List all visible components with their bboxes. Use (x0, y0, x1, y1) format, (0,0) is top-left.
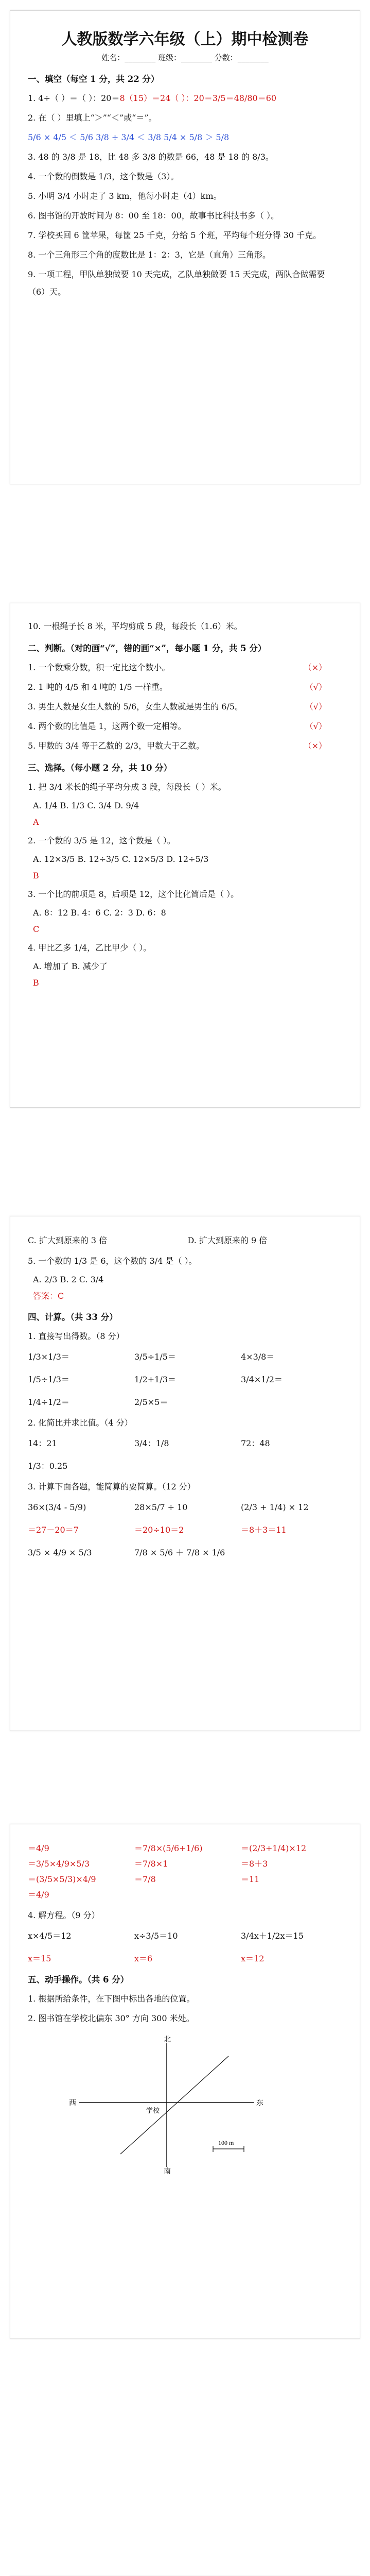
calc-item: 1/3×1/3＝ (28, 1352, 69, 1362)
q3: 3. 48 的 3/8 是 18，比 48 多 3/8 的数是 66，48 是 18 的 8/3。 (28, 152, 274, 162)
equation-2: x÷3/5＝10 (134, 1931, 178, 1941)
q1: 1. 4÷（ ）＝（ ）：20＝8（15）＝24（ ）：20＝3/5＝48/80＝60 (28, 93, 277, 103)
steps-col-3: ＝(2/3+1/4)×12 ＝8＋3 ＝11 (241, 1843, 307, 1884)
page-3 (10, 1216, 360, 1731)
south-label: 南 (164, 2168, 171, 2175)
calc-item: 1/4÷1/2＝ (28, 1397, 69, 1407)
judge-1: 1. 一个数乘分数，积一定比这个数小。 （×） (28, 663, 327, 672)
section-5-heading: 五、动手操作。（共 6 分） (28, 1975, 129, 1985)
ratio-item: 1/3：0.25 (28, 1461, 68, 1471)
calc-item: 1/5÷1/3＝ (28, 1375, 69, 1384)
choice-5-options: A. 2/3 B. 2 C. 3/4 (33, 1275, 104, 1284)
expr-3: (2/3 + 1/4) × 12 (241, 1502, 309, 1512)
choice-5-extra-options (28, 1233, 342, 1248)
choice-3-options: A. 8：12 B. 4：6 C. 2：3 D. 6：8 (33, 908, 166, 918)
steps-col-1: ＝4/9 ＝3/5×4/9×5/3 ＝(3/5×5/3)×4/9 ＝4/9 (28, 1843, 96, 1900)
expr-2-answer: ＝20÷10＝2 (134, 1525, 184, 1535)
page-1 (10, 10, 360, 484)
expr-5: 7/8 × 5/6 ＋ 7/8 × 1/6 (134, 1548, 225, 1557)
choice-3-answer: C (33, 924, 40, 934)
expr-4: 3/5 × 4/9 × 5/3 (28, 1548, 92, 1557)
ratio-item: 3/4：1/8 (134, 1438, 169, 1448)
calc-item: 3/4×1/2＝ (241, 1375, 283, 1384)
q4: 4. 一个数的倒数是 1/3，这个数是（3）。 (28, 172, 179, 181)
equation-1-answer: x＝15 (28, 1954, 51, 1963)
expr-1: 36×(3/4 - 5/9) (28, 1502, 86, 1512)
option-d: D. 扩大到原来的 9 倍 (187, 1235, 268, 1245)
equation-heading: 4. 解方程。（9 分） (28, 1910, 100, 1920)
option-c: C. 扩大到原来的 3 倍 (28, 1235, 108, 1245)
equation-3: 3/4x＋1/2x＝15 (241, 1931, 304, 1941)
choice-2-answer: B (33, 871, 39, 880)
oral-calc-grid (28, 1349, 342, 1410)
judge-5: 5. 甲数的 3/4 等于乙数的 2/3，甲数大于乙数。 （×） (28, 741, 327, 751)
calc-heading: 1. 直接写出得数。（8 分） (28, 1331, 125, 1341)
choice-4-options: A. 增加了 B. 减少了 (33, 961, 108, 971)
expr-2: 28×5/7 ÷ 10 (134, 1502, 188, 1512)
equation-1: x×4/5＝12 (28, 1931, 72, 1941)
equation-3-answer: x＝12 (241, 1954, 265, 1963)
section-1-heading: 一、填空（每空 1 分，共 22 分） (28, 74, 160, 84)
q9: 9. 一项工程，甲队单独做要 10 天完成，乙队单独做要 15 天完成，两队合做需要（6）天。 (28, 269, 325, 297)
west-label: 西 (69, 2099, 76, 2107)
page-2 (10, 603, 360, 1108)
equation-2-answer: x＝6 (134, 1954, 153, 1963)
q10: 10. 一根绳子长 8 米，平均剪成 5 段，每段长（1.6）米。 (28, 621, 242, 631)
judge-3: 3. 男生人数是女生人数的 5/6，女生人数就是男生的 6/5。 （√） (28, 702, 327, 711)
steps-col-2: ＝7/8×(5/6+1/6) ＝7/8×1 ＝7/8 (134, 1843, 203, 1884)
calc-item: 2/5×5＝ (134, 1397, 168, 1407)
q2-answers: 5/6 × 4/5 ＜ 5/6 3/8 ÷ 3/4 ＜ 3/8 5/4 × 5/8 ＞ 5/8 (28, 132, 230, 142)
choice-4-answer: B (33, 978, 39, 988)
scale-label: 100 m (218, 2139, 234, 2146)
simplify-grid (28, 1500, 342, 1561)
q7: 7. 学校买回 6 筐苹果，每筐 25 千克，分给 5 个班，平均每个班分得 30 千克。 (28, 230, 322, 240)
student-info: 姓名：________ 班级：________ 分数：________ (101, 53, 269, 62)
steps-grid (28, 1841, 342, 1903)
expr-3-answer: ＝8＋3＝11 (241, 1525, 287, 1535)
ratio-item: 14：21 (28, 1438, 57, 1448)
choice-5-answer: 答案：C (33, 1291, 64, 1301)
choice-1-answer: A (33, 817, 39, 827)
q2: 2. 在（ ）里填上“＞”“＜”或“＝”。 (28, 113, 157, 123)
choice-5: 5. 一个数的 1/3 是 6，这个数的 3/4 是（ ）。 (28, 1256, 197, 1266)
q6: 6. 图书馆的开放时间为 8：00 至 18：00，故事书比科技书多（ ）。 (28, 211, 279, 221)
expr-1-answer: ＝27－20＝7 (28, 1525, 79, 1535)
judge-2: 2. 1 吨的 4/5 和 4 吨的 1/5 一样重。 （√） (28, 682, 327, 692)
east-label: 东 (256, 2099, 263, 2107)
q5: 5. 小明 3/4 小时走了 3 km，他每小时走（4）km。 (28, 191, 222, 201)
q8: 8. 一个三角形三个角的度数比是 1：2：3，它是（直角）三角形。 (28, 250, 271, 260)
choice-3: 3. 一个比的前项是 8，后项是 12，这个比化简后是（ ）。 (28, 889, 239, 899)
operate-2: 2. 图书馆在学校北偏东 30° 方向 300 米处。 (28, 2013, 195, 2023)
section-2-heading: 二、判断。（对的画“√”，错的画“×”，每小题 1 分，共 5 分） (28, 643, 267, 653)
ratio-item: 72：48 (241, 1438, 270, 1448)
choice-1-options: A. 1/4 B. 1/3 C. 3/4 D. 9/4 (33, 801, 139, 810)
equation-grid (28, 1928, 342, 1967)
choice-4: 4. 甲比乙多 1/4，乙比甲少（ ）。 (28, 943, 152, 953)
choice-2-options: A. 12×3/5 B. 12÷3/5 C. 12×5/3 D. 12÷5/3 (33, 854, 209, 864)
operate-1: 1. 根据所给条件，在下图中标出各地的位置。 (28, 1994, 195, 2004)
compass-diagram (59, 2036, 275, 2175)
calc-item: 4×3/8＝ (241, 1352, 275, 1362)
page-4 (10, 1824, 360, 2339)
simplify-heading: 3. 计算下面各题，能简算的要简算。（12 分） (28, 1482, 196, 1492)
calc-item: 1/2+1/3＝ (134, 1375, 176, 1384)
judge-4: 4. 两个数的比值是 1，这两个数一定相等。 （√） (28, 721, 327, 731)
page-title: 人教版数学六年级（上）期中检测卷 (61, 30, 309, 48)
school-label: 学校 (146, 2107, 160, 2114)
ratio-grid (28, 1436, 342, 1474)
calc-item: 3/5÷1/5＝ (134, 1352, 176, 1362)
section-4-heading: 四、计算。（共 33 分） (28, 1312, 118, 1322)
choice-1: 1. 把 3/4 米长的绳子平均分成 3 段，每段长（ ）米。 (28, 782, 226, 792)
north-label: 北 (164, 2036, 171, 2044)
ratio-heading: 2. 化简比并求比值。（4 分） (28, 1418, 133, 1428)
section-3-heading: 三、选择。（每小题 2 分，共 10 分） (28, 763, 172, 773)
choice-2: 2. 一个数的 3/5 是 12，这个数是（ ）。 (28, 836, 175, 845)
